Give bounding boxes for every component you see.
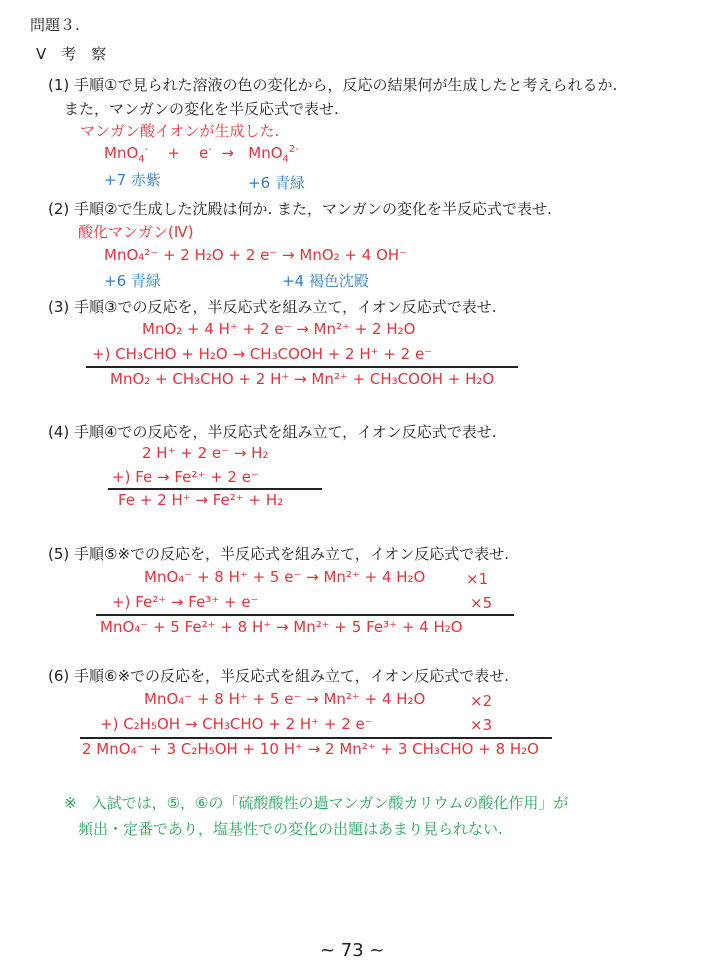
page-number: ~ 73 ~ [320,940,385,961]
q6-equation-2: +) C₂H₅OH → CH₃CHO + 2 H⁺ + 2 e⁻ [100,715,373,733]
q1-oxidation-left: +7 赤紫 [104,171,161,189]
q5-multiplier-2: ×5 [470,594,493,612]
q1-oxidation-right: +6 青緑 [248,174,305,192]
q5-question: (5) 手順⑤※での反応を，半反応式を組み立て，イオン反応式で表せ. [48,545,510,563]
q6-multiplier-2: ×3 [470,716,493,734]
q4-equation-2: +) Fe → Fe²⁺ + 2 e⁻ [112,468,259,486]
q2-equation: MnO₄²⁻ + 2 H₂O + 2 e⁻ → MnO₂ + 4 OH⁻ [104,246,408,264]
q6-sum-line [80,737,552,739]
q6-equation-1: MnO₄⁻ + 8 H⁺ + 5 e⁻ → Mn²⁺ + 4 H₂O [144,690,426,708]
q3-sum-line [86,366,518,368]
q2-oxidation-right: +4 褐色沈殿 [282,272,369,290]
problem-number: 問題３. [30,16,80,34]
q5-multiplier-1: ×1 [466,570,489,588]
q2-oxidation-left: +6 青緑 [104,272,161,290]
note-line1: ※ 入試では，⑤，⑥の「硫酸酸性の過マンガン酸カリウムの酸化作用」が [64,794,569,812]
q4-equation-1: 2 H⁺ + 2 e⁻ → H₂ [142,444,269,462]
q1-equation: MnO$_4$- + e- → MnO$_4^{2-}$ [104,144,299,165]
q3-result: MnO₂ + CH₃CHO + 2 H⁺ → Mn²⁺ + CH₃COOH + H₂O [110,370,495,388]
q6-question: (6) 手順⑥※での反応を，半反応式を組み立て，イオン反応式で表せ. [48,667,510,685]
note-line2: 頻出・定番であり，塩基性での変化の出題はあまり見られない. [78,820,503,838]
q6-result: 2 MnO₄⁻ + 3 C₂H₅OH + 10 H⁺ → 2 Mn²⁺ + 3 CH₃CHO + 8 H₂O [82,740,539,758]
q4-result: Fe + 2 H⁺ → Fe²⁺ + H₂ [118,491,284,509]
q5-equation-2: +) Fe²⁺ → Fe³⁺ + e⁻ [112,593,259,611]
q3-equation-2: +) CH₃CHO + H₂O → CH₃COOH + 2 H⁺ + 2 e⁻ [92,345,433,363]
q1-question-line2: また，マンガンの変化を半反応式で表せ. [64,100,339,118]
q5-result: MnO₄⁻ + 5 Fe²⁺ + 8 H⁺ → Mn²⁺ + 5 Fe³⁺ + 4 H₂O [100,618,463,636]
q2-answer: 酸化マンガン(Ⅳ) [78,223,194,241]
q3-equation-1: MnO₂ + 4 H⁺ + 2 e⁻ → Mn²⁺ + 2 H₂O [142,320,416,338]
q5-equation-1: MnO₄⁻ + 8 H⁺ + 5 e⁻ → Mn²⁺ + 4 H₂O [144,568,426,586]
q2-question: (2) 手順②で生成した沈殿は何か. また，マンガンの変化を半反応式で表せ. [48,200,552,218]
q6-multiplier-1: ×2 [470,692,493,710]
q4-sum-line [108,488,322,490]
q1-answer: マンガン酸イオンが生成した. [80,122,280,140]
q1-question-line1: (1) 手順①で見られた溶液の色の変化から，反応の結果何が生成したと考えられるか. [48,76,618,94]
q3-question: (3) 手順③での反応を，半反応式を組み立て，イオン反応式で表せ. [48,298,497,316]
q5-sum-line [96,614,514,616]
q4-question: (4) 手順④での反応を，半反応式を組み立て，イオン反応式で表せ. [48,423,497,441]
section-heading: Ⅴ 考 察 [36,45,107,63]
